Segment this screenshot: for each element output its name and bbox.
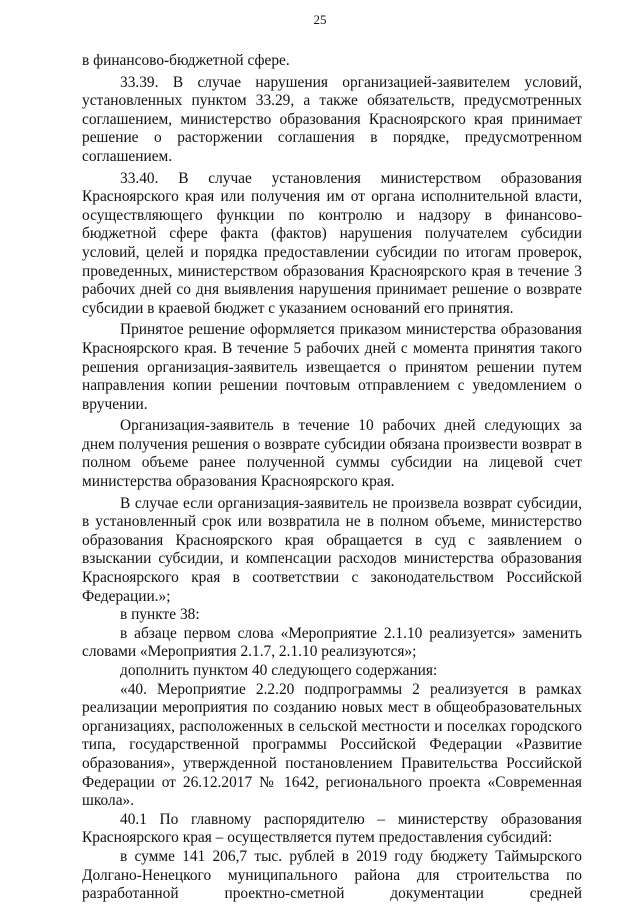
paragraph-33-39: 33.39. В случае нарушения организацией-заявителем условий, установленных пунктом 33.29, а также обязательств, предусмотренных соглашением, министерство образования Красноярского края принимает решение о расторжении соглашения в порядке, предусмотренном соглашением. <box>82 73 582 165</box>
document-body <box>82 52 582 904</box>
paragraph-court-recovery: В случае если организация-заявитель не произвела возврат субсидии, в установленный срок или возвратила не в полном объеме, министерство образования Красноярского края обращается в суд с заявлением о взыскании субсидии, и компенсации расходов министерства образования Красноярского края в соответствии с законодательством Российской Федерации.»; <box>82 494 582 605</box>
paragraph-refund-obligation: Организация-заявитель в течение 10 рабочих дней следующих за днем получения решения о возврате субсидии обязана произвести возврат в полном объеме ранее полученной суммы субсидии на лицевой счет министерства образования Красноярского края. <box>82 417 582 491</box>
paragraph-33-40: 33.40. В случае установления министерством образования Красноярского края или получения им от органа исполнительной власти, осуществляющего функции по контролю и надзору в финансово-бюджетной сфере факта (фактов) нарушения получателем субсидии условий, целей и порядка предоставлении субсидии по итогам проверок, проведенных, министерством образования Красноярского края в течение 3 рабочих дней со дня выявления нарушения принимает решение о возврате субсидии в краевой бюджет с указанием оснований его принятия. <box>82 169 582 317</box>
page-number: 25 <box>313 12 327 27</box>
paragraph-decision-order: Принятое решение оформляется приказом министерства образования Красноярского края. В течение 5 рабочих дней с момента принятия такого решения организация-заявитель извещается о принятом решении путем направления копии решении почтовым отправлением с уведомлением о вручении. <box>82 321 582 413</box>
paragraph-add-point-40: дополнить пунктом 40 следующего содержания: <box>120 662 438 679</box>
paragraph-replace-words: в абзаце первом слова «Мероприятие 2.1.10 реализуется» заменить словами «Мероприятия 2.1.7, 2.1.10 реализуются»; <box>82 624 582 661</box>
paragraph-point-38: в пункте 38: <box>120 606 200 624</box>
paragraph-subsidy-amount: в сумме 141 206,7 тыс. рублей в 2019 году бюджету Таймырского Долгано-Ненецкого муниципального района для строительства по разработанной проектно-сметной документации средней <box>82 847 582 903</box>
paragraph-continuation: в финансово-бюджетной сфере. <box>82 52 290 69</box>
paragraph-point-40: «40. Мероприятие 2.2.20 подпрограммы 2 реализуется в рамках реализации мероприятия по созданию новых мест в общеобразовательных организациях, расположенных в сельской местности и поселках городского типа, государственной программы Российской Федерации «Развитие образования», утвержденной постановлением Правительства Российской Федерации от 26.12.2017 № 1642, регионального проекта «Современная школа». <box>82 680 582 810</box>
paragraph-point-40-1: 40.1 По главному распорядителю – министерству образования Красноярского края – осуществляется путем предоставления субсидий: <box>82 810 582 847</box>
